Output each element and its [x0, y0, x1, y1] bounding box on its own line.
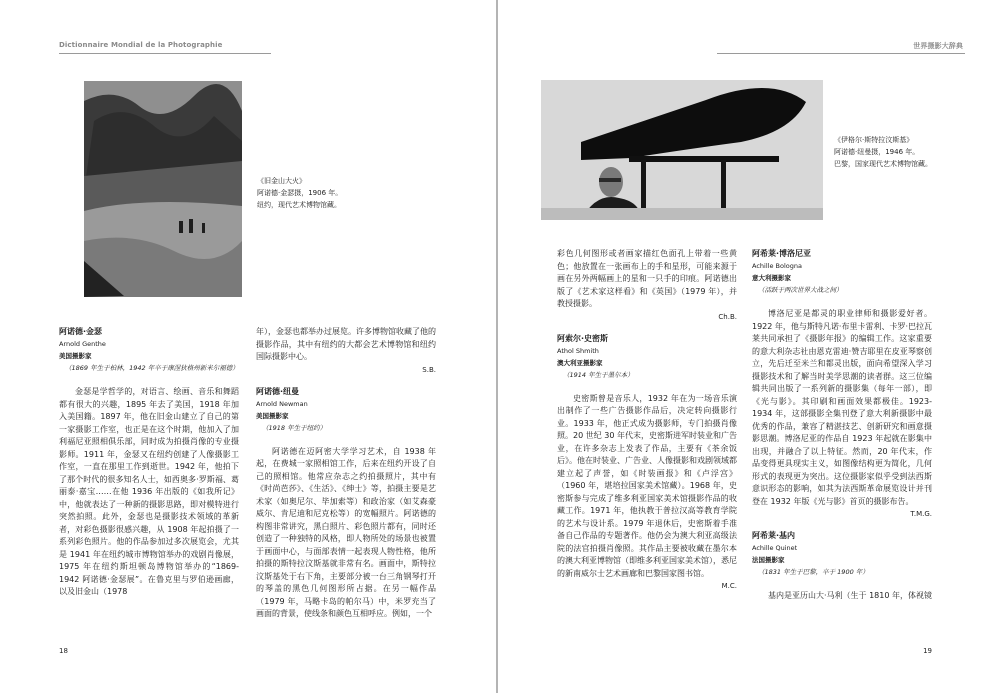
author-signature: S.B. — [422, 365, 436, 374]
right-column-2 — [752, 248, 932, 603]
page-number: 19 — [923, 647, 932, 655]
entry-name: 阿诺德·金瑟 — [59, 327, 103, 336]
entry-dates: （1869 年生于柏林，1942 年卒于康涅狄格州新米尔福德） — [65, 364, 239, 372]
entry-body: 博洛尼亚是都灵的职业律师和摄影爱好者。1922 年，他与斯特凡诺·布里卡雷利、卡罗·巴拉瓦莱共同承担了《摄影年报》的编辑工作。这家重要的意大利杂志社由恩克雷迪·赞吉耶里在皮亚琴察创立，先后迁至米兰和都灵出版，面向希望深入学习摄影技术和了解当时美学思潮的读者群。这三位编辑共同出版了一系列新的摄影集（每年一部），即《光与影》。其印刷和画面效果都极佳。1923-1934 年，这部摄影全集刊登了意大利新摄影中最优秀的作品，兼容了精湛技艺、创新研究和画意摄影思潮。博洛尼亚的作品自 1923 年起就在影集中出现，并融合了以上特征。然而，20 年代末，作品变得更具现实主义，如图像结构更为简化，几何形式的表现更为突出。这位摄影家似乎受到法西斯意识形态的影响，如其为法西斯革命展览设计并刊登在 1932 年版《光与影》首页的摄影布告。 — [752, 309, 932, 506]
caption-title: 《伊格尔·斯特拉汶斯基》 — [834, 136, 914, 144]
entry-name: 阿希莱·基内 — [752, 531, 796, 540]
left-column-2 — [256, 326, 436, 621]
entry-role: 澳大利亚摄影家 — [557, 358, 603, 367]
entry-role: 意大利摄影家 — [752, 274, 791, 282]
entry-role: 美国摄影家 — [256, 411, 289, 420]
caption-collection: 纽约，现代艺术博物馆藏。 — [257, 201, 341, 209]
left-column-1 — [59, 326, 239, 599]
page-number: 18 — [59, 647, 68, 655]
entry-continued-text: 年），金瑟也都举办过展览。许多博物馆收藏了他的摄影作品，其中有纽约的大都会艺术博物馆和纽约国际摄影中心。 — [256, 327, 436, 361]
header-rule — [59, 53, 271, 54]
entry-body: 阿诺德在迈阿密大学学习艺术，自 1938 年起，在费城一家照相馆工作，后来在纽约开设了自己的照相馆。他常应杂志之约拍摄照片，其中有《时尚芭莎》、《生活》、《绅士》等，拍摄主要是艺术家（如奥尼尔、毕加索等）和政治家（如艾森豪威尔、肯尼迪和尼克松等）的宽幅照片。阿诺德的构图非常讲究，黑白照片、彩色照片都有，同时还创造了一种独特的风格，即人物所处的场景也被置于画面中心，与面部表情一起表现人物性格，他所拍摄的斯特拉汶斯基就非常有名。画面中，斯特拉汶斯基处于右下角，主要部分被一台三角钢琴打开的琴盖的黑色几何图形所占据。在另一幅作品（1979 年，马略卡岛的帕尔马）中，米罗充当了画面的背景，使线条和颜色互相呼应。例如，一个 — [256, 446, 436, 618]
author-signature: Ch.B. — [718, 312, 737, 321]
photo-caption — [257, 175, 342, 211]
photo-stravinsky-piano-icon — [541, 80, 823, 220]
entry-dates: （1831 年生于巴黎，卒于 1900 年） — [758, 568, 869, 576]
author-signature: M.C. — [721, 582, 737, 590]
photo-caption — [834, 134, 932, 170]
entry-latin-name: Arnold Genthe — [59, 340, 106, 348]
entry-body: 金瑟是学哲学的，对语言、绘画、音乐和舞蹈都有很大的兴趣，1895 年去了美国，1918 年加入美国籍。1897 年，他在旧金山建立了自己的第一家摄影工作室，也正是在这个时期，他加入了加利福尼亚照相俱乐部，同时成为拍摄肖像的专业摄影师。1911 年，金瑟又在纽约创建了人像摄影工作室，一直在那里工作到逝世。1942 年，他拍下了那个时代的很多知名人士，如西奥多·罗斯福、葛丽泰·嘉宝……在他 1936 年出版的《如我所记》中，他就表达了一种新的摄影思路，即对模特进行突然拍照。此外，金瑟也是摄影技术领域的革新者，对彩色摄影很感兴趣，从 1908 年起拍摄了一系列彩色照片。他的作品参加过多次展览会，尤其是 1941 年在纽约城市博物馆举办的戏剧肖像展，1975 年在纽约斯坦顿岛博物馆举办的“1869-1942 阿诺德·金瑟展”。在鲁克里与罗伯逊画廊，以及旧金山（1978 — [59, 387, 239, 596]
entry-dates: （1918 年生于纽约） — [262, 423, 327, 432]
caption-credit: 阿诺德·金瑟摄，1906 年。 — [257, 189, 343, 197]
running-head: 世界摄影大辞典 — [913, 42, 963, 50]
caption-title: 《旧金山大火》 — [257, 177, 306, 185]
entry-latin-name: Achille Quinet — [752, 544, 798, 552]
photo-san-francisco-fire — [84, 81, 242, 297]
entry-name: 阿希莱·博洛尼亚 — [752, 249, 812, 258]
entry-continued-text: 彩色几何图形或者画家描红色面孔上带着一些黄色；他放置在一张画布上的手和星形，可能来源于画在另外两幅画上的星和一只手的印痕。阿诺德出版了《艺术家这样看》和《英国》（1979 年），并教授摄影。 — [557, 249, 737, 308]
entry-latin-name: Achille Bologna — [752, 262, 802, 270]
entry-latin-name: Arnold Newman — [256, 399, 308, 408]
entry-body: 史密斯曾是音乐人，1932 年在为一场音乐演出制作了一些广告摄影作品后，决定转向摄影行业。1933 年，他正式成为摄影师，专门拍摄肖像照。20 世纪 30 年代末，史密斯进军时装业和广告业，在许多杂志上发表了作品，主要有《茶余饭后》。他在时装业、广告业、人像摄影和戏剧领域都建立起了声誉，如《时装画报》和《卢浮宫》（1960 年，堪培拉国家美术馆藏）。1968 年，史密斯参与完成了维多利亚国家美术馆摄影作品的收藏工作。1971 年，他执教于普拉汉高等教育学院的艺术与设计系。1979 年退休后，史密斯着手准备自己作品的专题著作。他仍会为澳大利亚高级法院的法官拍摄肖像照。其作品主要被收藏在墨尔本的澳大利亚博物馆（即维多利亚国家美术馆），悉尼的新南威尔士艺术画廊和巴黎国家图书馆。 — [557, 393, 737, 578]
left-page — [0, 0, 497, 693]
running-head: Dictionnaire Mondial de la Photographie — [59, 41, 223, 49]
caption-collection: 巴黎，国家现代艺术博物馆藏。 — [834, 160, 932, 168]
entry-body: 基内是亚历山大·马利（生于 1810 年，体视镜 — [768, 591, 932, 600]
right-column-1 — [557, 248, 737, 592]
entry-dates: （活跃于两次世界大战之间） — [758, 286, 843, 294]
right-page — [498, 0, 995, 693]
photo-stravinsky-piano — [541, 80, 823, 220]
author-signature: T.M.G. — [910, 510, 932, 518]
entry-role: 美国摄影家 — [59, 352, 92, 360]
entry-role: 法国摄影家 — [752, 556, 785, 564]
header-rule — [717, 53, 965, 54]
caption-credit: 阿诺德·纽曼摄，1946 年。 — [834, 148, 920, 156]
photo-san-francisco-fire-icon — [84, 81, 242, 297]
entry-latin-name: Athol Shmith — [557, 346, 599, 355]
entry-name: 阿诺德·纽曼 — [256, 386, 300, 396]
entry-name: 阿索尔·史密斯 — [557, 333, 609, 343]
entry-dates: （1914 年生于墨尔本） — [563, 370, 634, 379]
